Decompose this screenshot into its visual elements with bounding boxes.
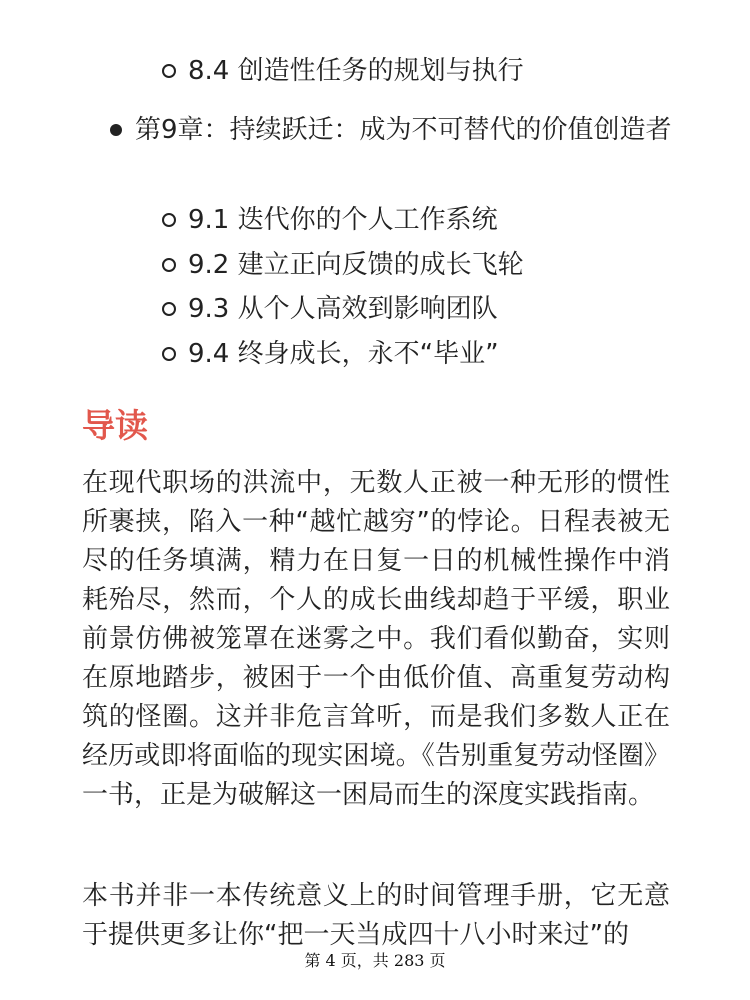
hollow-bullet-icon <box>162 302 176 316</box>
intro-paragraph-2: 本书并非一本传统意义上的时间管理手册，它无意于提供更多让你“把一天当成四十八小时来过”的 <box>82 881 670 950</box>
toc-item-9-1[interactable]: 9.1 迭代你的个人工作系统 <box>188 205 498 235</box>
filled-bullet-icon <box>110 124 122 136</box>
hollow-bullet-icon <box>162 213 176 227</box>
toc-item-9-2[interactable]: 9.2 建立正向反馈的成长飞轮 <box>188 250 524 280</box>
hollow-bullet-icon <box>162 347 176 361</box>
page-number-footer: 第 4 页，共 283 页 <box>304 951 446 970</box>
hollow-bullet-icon <box>162 258 176 272</box>
section-heading: 导读 <box>82 406 148 445</box>
intro-paragraph-1: 在现代职场的洪流中，无数人正被一种无形的惯性所裹挟，陷入一种“越忙越穷”的悖论。日程表被无尽的任务填满，精力在日复一日的机械性操作中消耗殆尽，然而，个人的成长曲线却趋于平缓，职业前景仿佛被笼罩在迷雾之中。我们看似勤奋，实则在原地踏步，被困于一个由低价值、高重复劳动构筑的怪圈。这并非危言耸听，而是我们多数人正在经历或即将面临的现实困境。《告别重复劳动怪圈》一书，正是为破解这一困局而生的深度实践指南。 <box>82 468 670 810</box>
hollow-bullet-icon <box>162 64 176 78</box>
toc-item-9-4[interactable]: 9.4 终身成长，永不“毕业” <box>188 339 499 369</box>
toc-item-9-3[interactable]: 9.3 从个人高效到影响团队 <box>188 294 498 324</box>
toc-chapter-9[interactable]: 第9章：持续跃迁：成为不可替代的价值创造者 <box>135 115 672 145</box>
toc-item-8-4[interactable]: 8.4 创造性任务的规划与执行 <box>188 56 524 86</box>
